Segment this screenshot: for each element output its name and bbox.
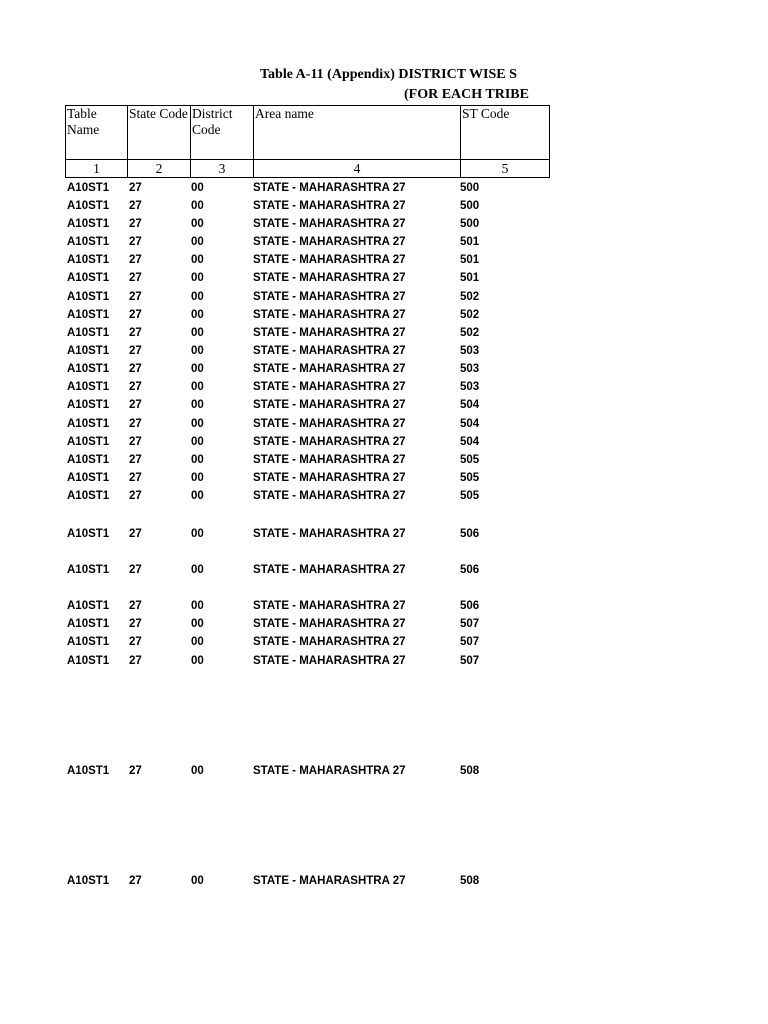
cell-st: 502 bbox=[460, 291, 480, 303]
cell-st: 501 bbox=[460, 236, 480, 248]
cell-table: A10ST1 bbox=[67, 875, 110, 887]
table-row bbox=[0, 434, 560, 451]
cell-area: STATE - MAHARASHTRA 27 bbox=[253, 218, 406, 230]
cell-district: 00 bbox=[191, 765, 204, 777]
cell-table: A10ST1 bbox=[67, 218, 110, 230]
cell-district: 00 bbox=[191, 291, 204, 303]
table-row bbox=[0, 289, 560, 306]
cell-st: 502 bbox=[460, 309, 480, 321]
cell-state: 27 bbox=[129, 309, 142, 321]
cell-table: A10ST1 bbox=[67, 765, 110, 777]
cell-table: A10ST1 bbox=[67, 236, 110, 248]
cell-district: 00 bbox=[191, 528, 204, 540]
cell-st: 507 bbox=[460, 618, 480, 630]
table-row bbox=[0, 598, 560, 615]
cell-table: A10ST1 bbox=[67, 436, 110, 448]
table-row bbox=[0, 252, 560, 269]
cell-table: A10ST1 bbox=[67, 655, 110, 667]
cell-area: STATE - MAHARASHTRA 27 bbox=[253, 528, 406, 540]
cell-st: 501 bbox=[460, 254, 480, 266]
cell-area: STATE - MAHARASHTRA 27 bbox=[253, 182, 406, 194]
cell-district: 00 bbox=[191, 363, 204, 375]
cell-table: A10ST1 bbox=[67, 490, 110, 502]
cell-state: 27 bbox=[129, 291, 142, 303]
cell-area: STATE - MAHARASHTRA 27 bbox=[253, 655, 406, 667]
column-number: 5 bbox=[461, 160, 550, 178]
cell-area: STATE - MAHARASHTRA 27 bbox=[253, 436, 406, 448]
cell-district: 00 bbox=[191, 600, 204, 612]
cell-state: 27 bbox=[129, 218, 142, 230]
cell-district: 00 bbox=[191, 200, 204, 212]
cell-table: A10ST1 bbox=[67, 254, 110, 266]
cell-district: 00 bbox=[191, 618, 204, 630]
cell-table: A10ST1 bbox=[67, 200, 110, 212]
cell-state: 27 bbox=[129, 636, 142, 648]
cell-state: 27 bbox=[129, 200, 142, 212]
table-subtitle: (FOR EACH TRIBE bbox=[404, 87, 529, 102]
cell-state: 27 bbox=[129, 381, 142, 393]
cell-st: 506 bbox=[460, 528, 480, 540]
table-row bbox=[0, 361, 560, 378]
cell-area: STATE - MAHARASHTRA 27 bbox=[253, 875, 406, 887]
cell-district: 00 bbox=[191, 564, 204, 576]
table-row bbox=[0, 526, 560, 543]
cell-state: 27 bbox=[129, 564, 142, 576]
table-row bbox=[0, 488, 560, 505]
cell-state: 27 bbox=[129, 600, 142, 612]
cell-area: STATE - MAHARASHTRA 27 bbox=[253, 236, 406, 248]
cell-state: 27 bbox=[129, 418, 142, 430]
cell-state: 27 bbox=[129, 528, 142, 540]
cell-st: 503 bbox=[460, 381, 480, 393]
cell-st: 501 bbox=[460, 272, 480, 284]
table-row bbox=[0, 397, 560, 414]
cell-st: 503 bbox=[460, 363, 480, 375]
cell-district: 00 bbox=[191, 236, 204, 248]
cell-table: A10ST1 bbox=[67, 272, 110, 284]
cell-table: A10ST1 bbox=[67, 327, 110, 339]
cell-area: STATE - MAHARASHTRA 27 bbox=[253, 309, 406, 321]
table-row bbox=[0, 379, 560, 396]
cell-area: STATE - MAHARASHTRA 27 bbox=[253, 399, 406, 411]
cell-st: 500 bbox=[460, 182, 480, 194]
cell-table: A10ST1 bbox=[67, 600, 110, 612]
cell-state: 27 bbox=[129, 236, 142, 248]
cell-st: 508 bbox=[460, 765, 480, 777]
cell-st: 504 bbox=[460, 399, 480, 411]
cell-table: A10ST1 bbox=[67, 291, 110, 303]
table-row bbox=[0, 653, 560, 670]
cell-area: STATE - MAHARASHTRA 27 bbox=[253, 381, 406, 393]
cell-area: STATE - MAHARASHTRA 27 bbox=[253, 345, 406, 357]
cell-table: A10ST1 bbox=[67, 381, 110, 393]
cell-state: 27 bbox=[129, 454, 142, 466]
cell-state: 27 bbox=[129, 875, 142, 887]
table-row bbox=[0, 307, 560, 324]
cell-st: 500 bbox=[460, 200, 480, 212]
cell-district: 00 bbox=[191, 254, 204, 266]
cell-st: 505 bbox=[460, 454, 480, 466]
cell-district: 00 bbox=[191, 399, 204, 411]
cell-table: A10ST1 bbox=[67, 363, 110, 375]
table-row bbox=[0, 234, 560, 251]
cell-district: 00 bbox=[191, 875, 204, 887]
table-row bbox=[0, 198, 560, 215]
cell-district: 00 bbox=[191, 436, 204, 448]
cell-state: 27 bbox=[129, 327, 142, 339]
table-row bbox=[0, 452, 560, 469]
column-number: 2 bbox=[128, 160, 191, 178]
cell-state: 27 bbox=[129, 254, 142, 266]
cell-district: 00 bbox=[191, 345, 204, 357]
header-st-code: ST Code bbox=[461, 106, 550, 160]
header-state-code: State Code bbox=[128, 106, 191, 160]
cell-district: 00 bbox=[191, 418, 204, 430]
cell-state: 27 bbox=[129, 182, 142, 194]
cell-area: STATE - MAHARASHTRA 27 bbox=[253, 272, 406, 284]
header-table-name: Table Name bbox=[66, 106, 128, 160]
cell-st: 503 bbox=[460, 345, 480, 357]
cell-state: 27 bbox=[129, 436, 142, 448]
header-area-name: Area name bbox=[254, 106, 461, 160]
table-title: Table A-11 (Appendix) DISTRICT WISE S bbox=[260, 67, 517, 82]
cell-table: A10ST1 bbox=[67, 345, 110, 357]
cell-district: 00 bbox=[191, 454, 204, 466]
cell-table: A10ST1 bbox=[67, 454, 110, 466]
cell-st: 504 bbox=[460, 436, 480, 448]
cell-st: 506 bbox=[460, 600, 480, 612]
cell-district: 00 bbox=[191, 272, 204, 284]
cell-area: STATE - MAHARASHTRA 27 bbox=[253, 600, 406, 612]
cell-state: 27 bbox=[129, 655, 142, 667]
table-row bbox=[0, 343, 560, 360]
table-row bbox=[0, 180, 560, 197]
cell-area: STATE - MAHARASHTRA 27 bbox=[253, 472, 406, 484]
header-district-code: District Code bbox=[191, 106, 254, 160]
cell-area: STATE - MAHARASHTRA 27 bbox=[253, 765, 406, 777]
column-number: 1 bbox=[66, 160, 128, 178]
cell-table: A10ST1 bbox=[67, 309, 110, 321]
cell-state: 27 bbox=[129, 618, 142, 630]
cell-table: A10ST1 bbox=[67, 472, 110, 484]
cell-area: STATE - MAHARASHTRA 27 bbox=[253, 200, 406, 212]
cell-st: 504 bbox=[460, 418, 480, 430]
cell-table: A10ST1 bbox=[67, 636, 110, 648]
cell-state: 27 bbox=[129, 765, 142, 777]
table-row bbox=[0, 634, 560, 651]
cell-state: 27 bbox=[129, 363, 142, 375]
cell-table: A10ST1 bbox=[67, 528, 110, 540]
cell-st: 507 bbox=[460, 655, 480, 667]
cell-area: STATE - MAHARASHTRA 27 bbox=[253, 254, 406, 266]
cell-table: A10ST1 bbox=[67, 418, 110, 430]
cell-st: 506 bbox=[460, 564, 480, 576]
cell-state: 27 bbox=[129, 490, 142, 502]
column-number: 4 bbox=[254, 160, 461, 178]
cell-area: STATE - MAHARASHTRA 27 bbox=[253, 454, 406, 466]
cell-state: 27 bbox=[129, 399, 142, 411]
cell-st: 500 bbox=[460, 218, 480, 230]
table-row bbox=[0, 873, 560, 890]
cell-district: 00 bbox=[191, 218, 204, 230]
cell-area: STATE - MAHARASHTRA 27 bbox=[253, 490, 406, 502]
table-row bbox=[0, 216, 560, 233]
column-number: 3 bbox=[191, 160, 254, 178]
cell-district: 00 bbox=[191, 655, 204, 667]
cell-table: A10ST1 bbox=[67, 399, 110, 411]
cell-st: 507 bbox=[460, 636, 480, 648]
table-row bbox=[0, 270, 560, 287]
cell-area: STATE - MAHARASHTRA 27 bbox=[253, 618, 406, 630]
cell-area: STATE - MAHARASHTRA 27 bbox=[253, 564, 406, 576]
cell-area: STATE - MAHARASHTRA 27 bbox=[253, 418, 406, 430]
table-row bbox=[0, 562, 560, 579]
cell-state: 27 bbox=[129, 472, 142, 484]
cell-st: 505 bbox=[460, 490, 480, 502]
cell-area: STATE - MAHARASHTRA 27 bbox=[253, 327, 406, 339]
cell-st: 505 bbox=[460, 472, 480, 484]
cell-st: 502 bbox=[460, 327, 480, 339]
cell-area: STATE - MAHARASHTRA 27 bbox=[253, 363, 406, 375]
table-row bbox=[0, 763, 560, 780]
cell-st: 508 bbox=[460, 875, 480, 887]
cell-district: 00 bbox=[191, 636, 204, 648]
cell-table: A10ST1 bbox=[67, 564, 110, 576]
cell-district: 00 bbox=[191, 472, 204, 484]
cell-state: 27 bbox=[129, 345, 142, 357]
cell-district: 00 bbox=[191, 182, 204, 194]
table-row bbox=[0, 470, 560, 487]
cell-district: 00 bbox=[191, 327, 204, 339]
cell-district: 00 bbox=[191, 490, 204, 502]
cell-table: A10ST1 bbox=[67, 618, 110, 630]
cell-state: 27 bbox=[129, 272, 142, 284]
cell-district: 00 bbox=[191, 381, 204, 393]
cell-area: STATE - MAHARASHTRA 27 bbox=[253, 636, 406, 648]
cell-table: A10ST1 bbox=[67, 182, 110, 194]
table-row bbox=[0, 616, 560, 633]
table-row bbox=[0, 416, 560, 433]
cell-area: STATE - MAHARASHTRA 27 bbox=[253, 291, 406, 303]
table-row bbox=[0, 325, 560, 342]
cell-district: 00 bbox=[191, 309, 204, 321]
